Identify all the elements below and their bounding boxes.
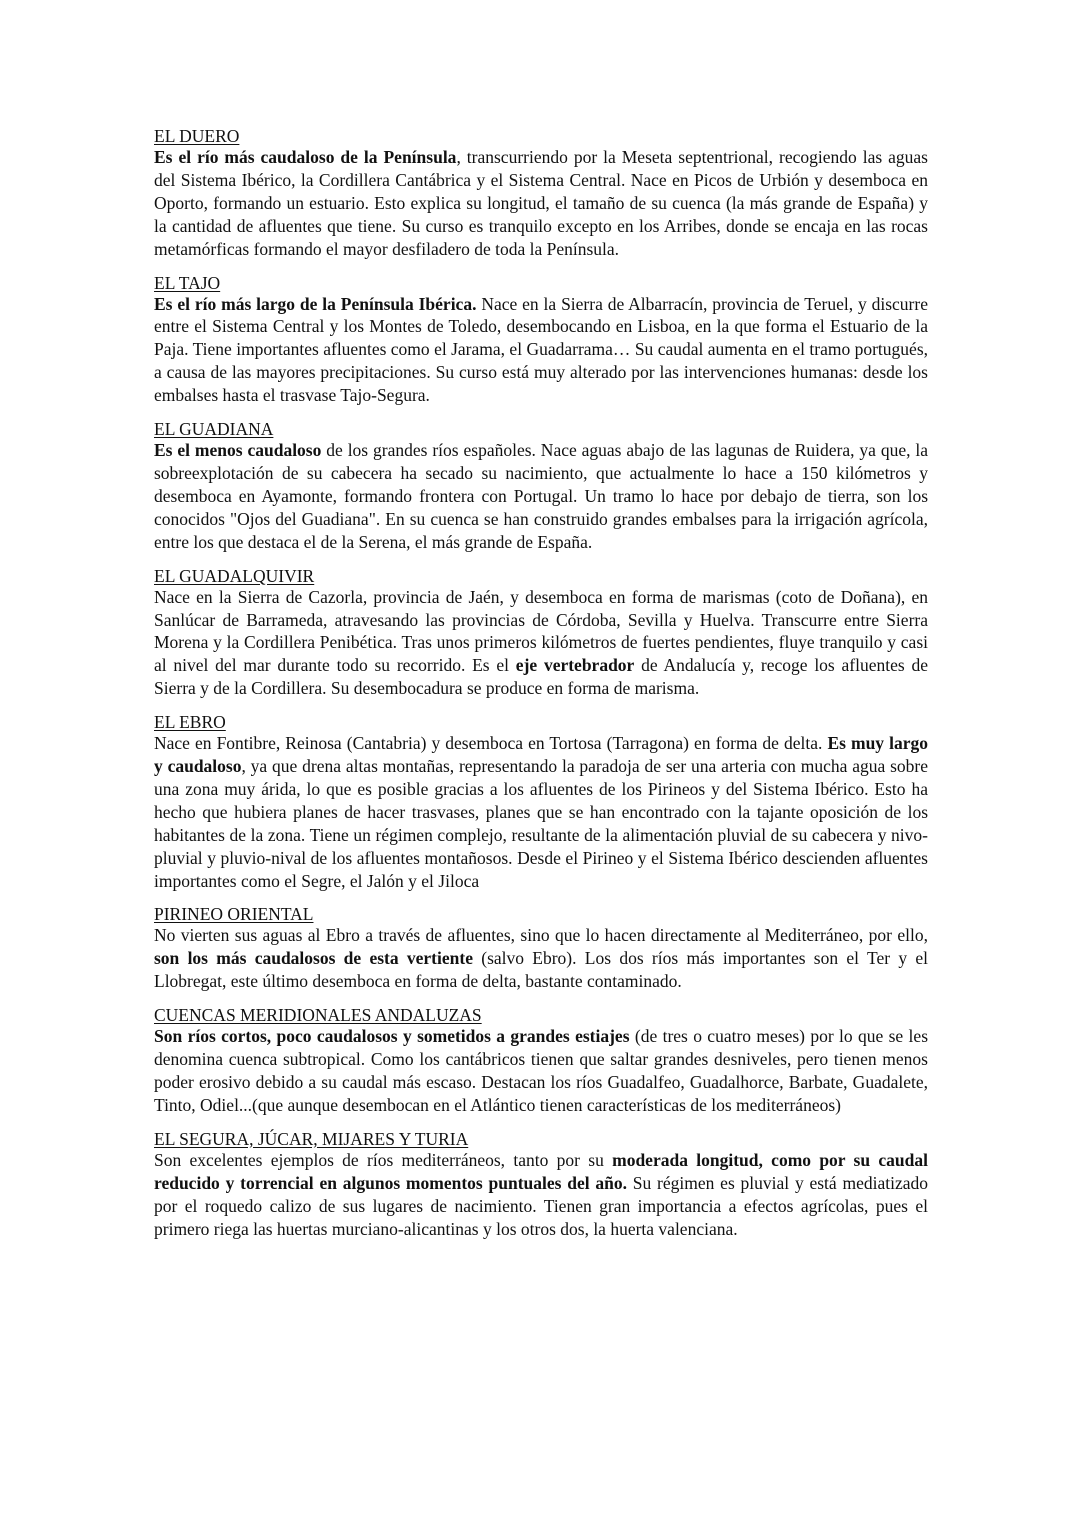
- bold-run: Es el río más largo de la Península Ibérica.: [154, 293, 477, 314]
- text-run: No vierten sus aguas al Ebro a través de afluentes, sino que lo hacen directamente al Mediterráneo, por ello,: [154, 925, 928, 946]
- bold-run: Es muy largo y caudaloso: [154, 733, 928, 777]
- bold-run: eje vertebrador: [515, 655, 635, 676]
- section-heading: EL SEGURA, JÚCAR, MIJARES Y TURIA: [154, 1128, 469, 1149]
- bold-run: Es el menos caudaloso: [154, 440, 322, 461]
- text-run: , transcurriendo por la Meseta septentrional, recogiendo las aguas del Sistema Ibérico, la Cordillera Cantábrica y el Sistema Central. Nace en Picos de Urbión y desemboca en Oporto, formando un estuario. Esto explica su longitud, el tamaño de su cuenca (la más grande de España) y la cantidad de afluentes que tiene. Su curso es tranquilo excepto en los Arribes, donde se encaja en las rocas metamórficas formando el mayor desfiladero de toda la Península.: [154, 147, 928, 259]
- text-run: Son excelentes ejemplos de ríos mediterráneos, tanto por su: [154, 1149, 613, 1170]
- bold-run: son los más caudalosos de esta vertiente: [154, 948, 473, 969]
- section-ebro: [154, 712, 928, 892]
- text-run: (de tres o cuatro meses) por lo que se les denomina cuenca subtropical. Como los cantábricos tienen que saltar grandes desniveles, pero tienen menos poder erosivo debido a su caudal más escaso. Destacan los ríos Guadalfeo, Guadalhorce, Barbate, Guadalete, Tinto, Odiel...(que aunque desembocan en el Atlántico tienen características de los mediterráneos): [154, 1026, 928, 1115]
- text-run: Nace en la Sierra de Albarracín, provincia de Teruel, y discurre entre el Sistema Central y los Montes de Toledo, desembocando en Lisboa, en la que forma el Estuario de la Paja. Tiene importantes afluentes como el Jarama, el Guadarrama… Su caudal aumenta en el tramo portugués, a causa de las mayores precipitaciones. Su curso está muy alterado por las intervenciones humanas: desde los embalses hasta el trasvase Tajo-Segura.: [154, 293, 928, 406]
- section-paragraph: [154, 146, 928, 261]
- text-run: Su régimen es pluvial y está mediatizado por el roquedo calizo de sus lugares de nacimiento. Tienen gran importancia a efectos agrícolas, pues el primero riega las huertas murciano-alicantinas y los otros dos, la huerta valenciana.: [154, 1172, 928, 1239]
- section-segura-jucar: [154, 1129, 928, 1241]
- bold-run: Es el río más caudaloso de la Península: [154, 147, 457, 167]
- section-duero: [154, 126, 928, 261]
- text-run: (salvo Ebro). Los dos ríos más importantes son el Ter y el Llobregat, este último desemboca en forma de delta, bastante contaminado.: [154, 948, 928, 992]
- section-heading: CUENCAS MERIDIONALES ANDALUZAS: [154, 1005, 482, 1026]
- text-run: , ya que drena altas montañas, representando la paradoja de ser una arteria con mucha agua sobre una zona muy árida, lo que es posible gracias a los afluentes de los Pirineos y del Sistema Ibérico. Esto ha hecho que hubiera planes de hacer trasvases, planes que se han encontrado con la tajante oposición de los habitantes de la zona. Tiene un régimen complejo, resultante de la alimentación pluvial de su cabecera y nivo-pluvial y pluvio-nival de los afluentes montañosos. Desde el Pirineo y el Sistema Ibérico descienden afluentes importantes como el Segre, el Jalón y el Jiloca: [154, 756, 928, 891]
- section-paragraph: [154, 732, 928, 892]
- section-paragraph: [154, 924, 928, 993]
- text-run: de los grandes ríos españoles. Nace aguas abajo de las lagunas de Ruidera, ya que, la sobreexplotación de su cabecera ha secado su nacimiento, que actualmente lo hace a 150 kilómetros y desemboca en Ayamonte, formando frontera con Portugal. Un tramo lo hace por debajo de tierra, son los conocidos "Ojos del Guadiana". En su cuenca se han construido grandes embalses para la irrigación agrícola, entre los que destaca el de la Serena, el más grande de España.: [154, 440, 929, 552]
- section-guadiana: [154, 419, 928, 554]
- text-run: Nace en Fontibre, Reinosa (Cantabria) y desemboca en Tortosa (Tarragona) en forma de delta.: [154, 733, 828, 754]
- section-paragraph: [154, 586, 928, 701]
- section-tajo: [154, 273, 928, 408]
- document-page: [154, 126, 928, 1240]
- section-pirineo-oriental: [154, 904, 928, 993]
- section-heading: EL GUADALQUIVIR: [154, 565, 315, 586]
- section-cuencas-meridionales: [154, 1005, 928, 1117]
- section-paragraph: [154, 439, 928, 554]
- section-paragraph: [154, 1025, 928, 1117]
- section-paragraph: [154, 293, 928, 408]
- bold-run: moderada longitud, como por su caudal reducido y torrencial en algunos momentos puntuales del año.: [154, 1149, 928, 1193]
- text-run: de Andalucía y, recoge los afluentes de Sierra y de la Cordillera. Su desembocadura se produce en forma de marisma.: [154, 655, 928, 699]
- section-heading: PIRINEO ORIENTAL: [154, 904, 314, 925]
- section-heading: EL TAJO: [154, 272, 221, 293]
- section-heading: EL EBRO: [154, 712, 226, 733]
- section-paragraph: [154, 1149, 928, 1241]
- section-guadalquivir: [154, 566, 928, 701]
- text-run: Nace en la Sierra de Cazorla, provincia de Jaén, y desemboca en forma de marismas (coto de Doñana), en Sanlúcar de Barrameda, atravesando las provincias de Córdoba, Sevilla y Huelva. Transcurre entre Sierra Morena y la Cordillera Penibética. Tras unos primeros kilómetros de fuertes pendientes, fluye tranquilo y casi al nivel del mar durante todo su recorrido. Es el: [154, 586, 928, 676]
- bold-run: Son ríos cortos, poco caudalosos y sometidos a grandes estiajes: [154, 1026, 630, 1047]
- section-heading: EL GUADIANA: [154, 419, 274, 440]
- section-heading: EL DUERO: [154, 126, 240, 146]
